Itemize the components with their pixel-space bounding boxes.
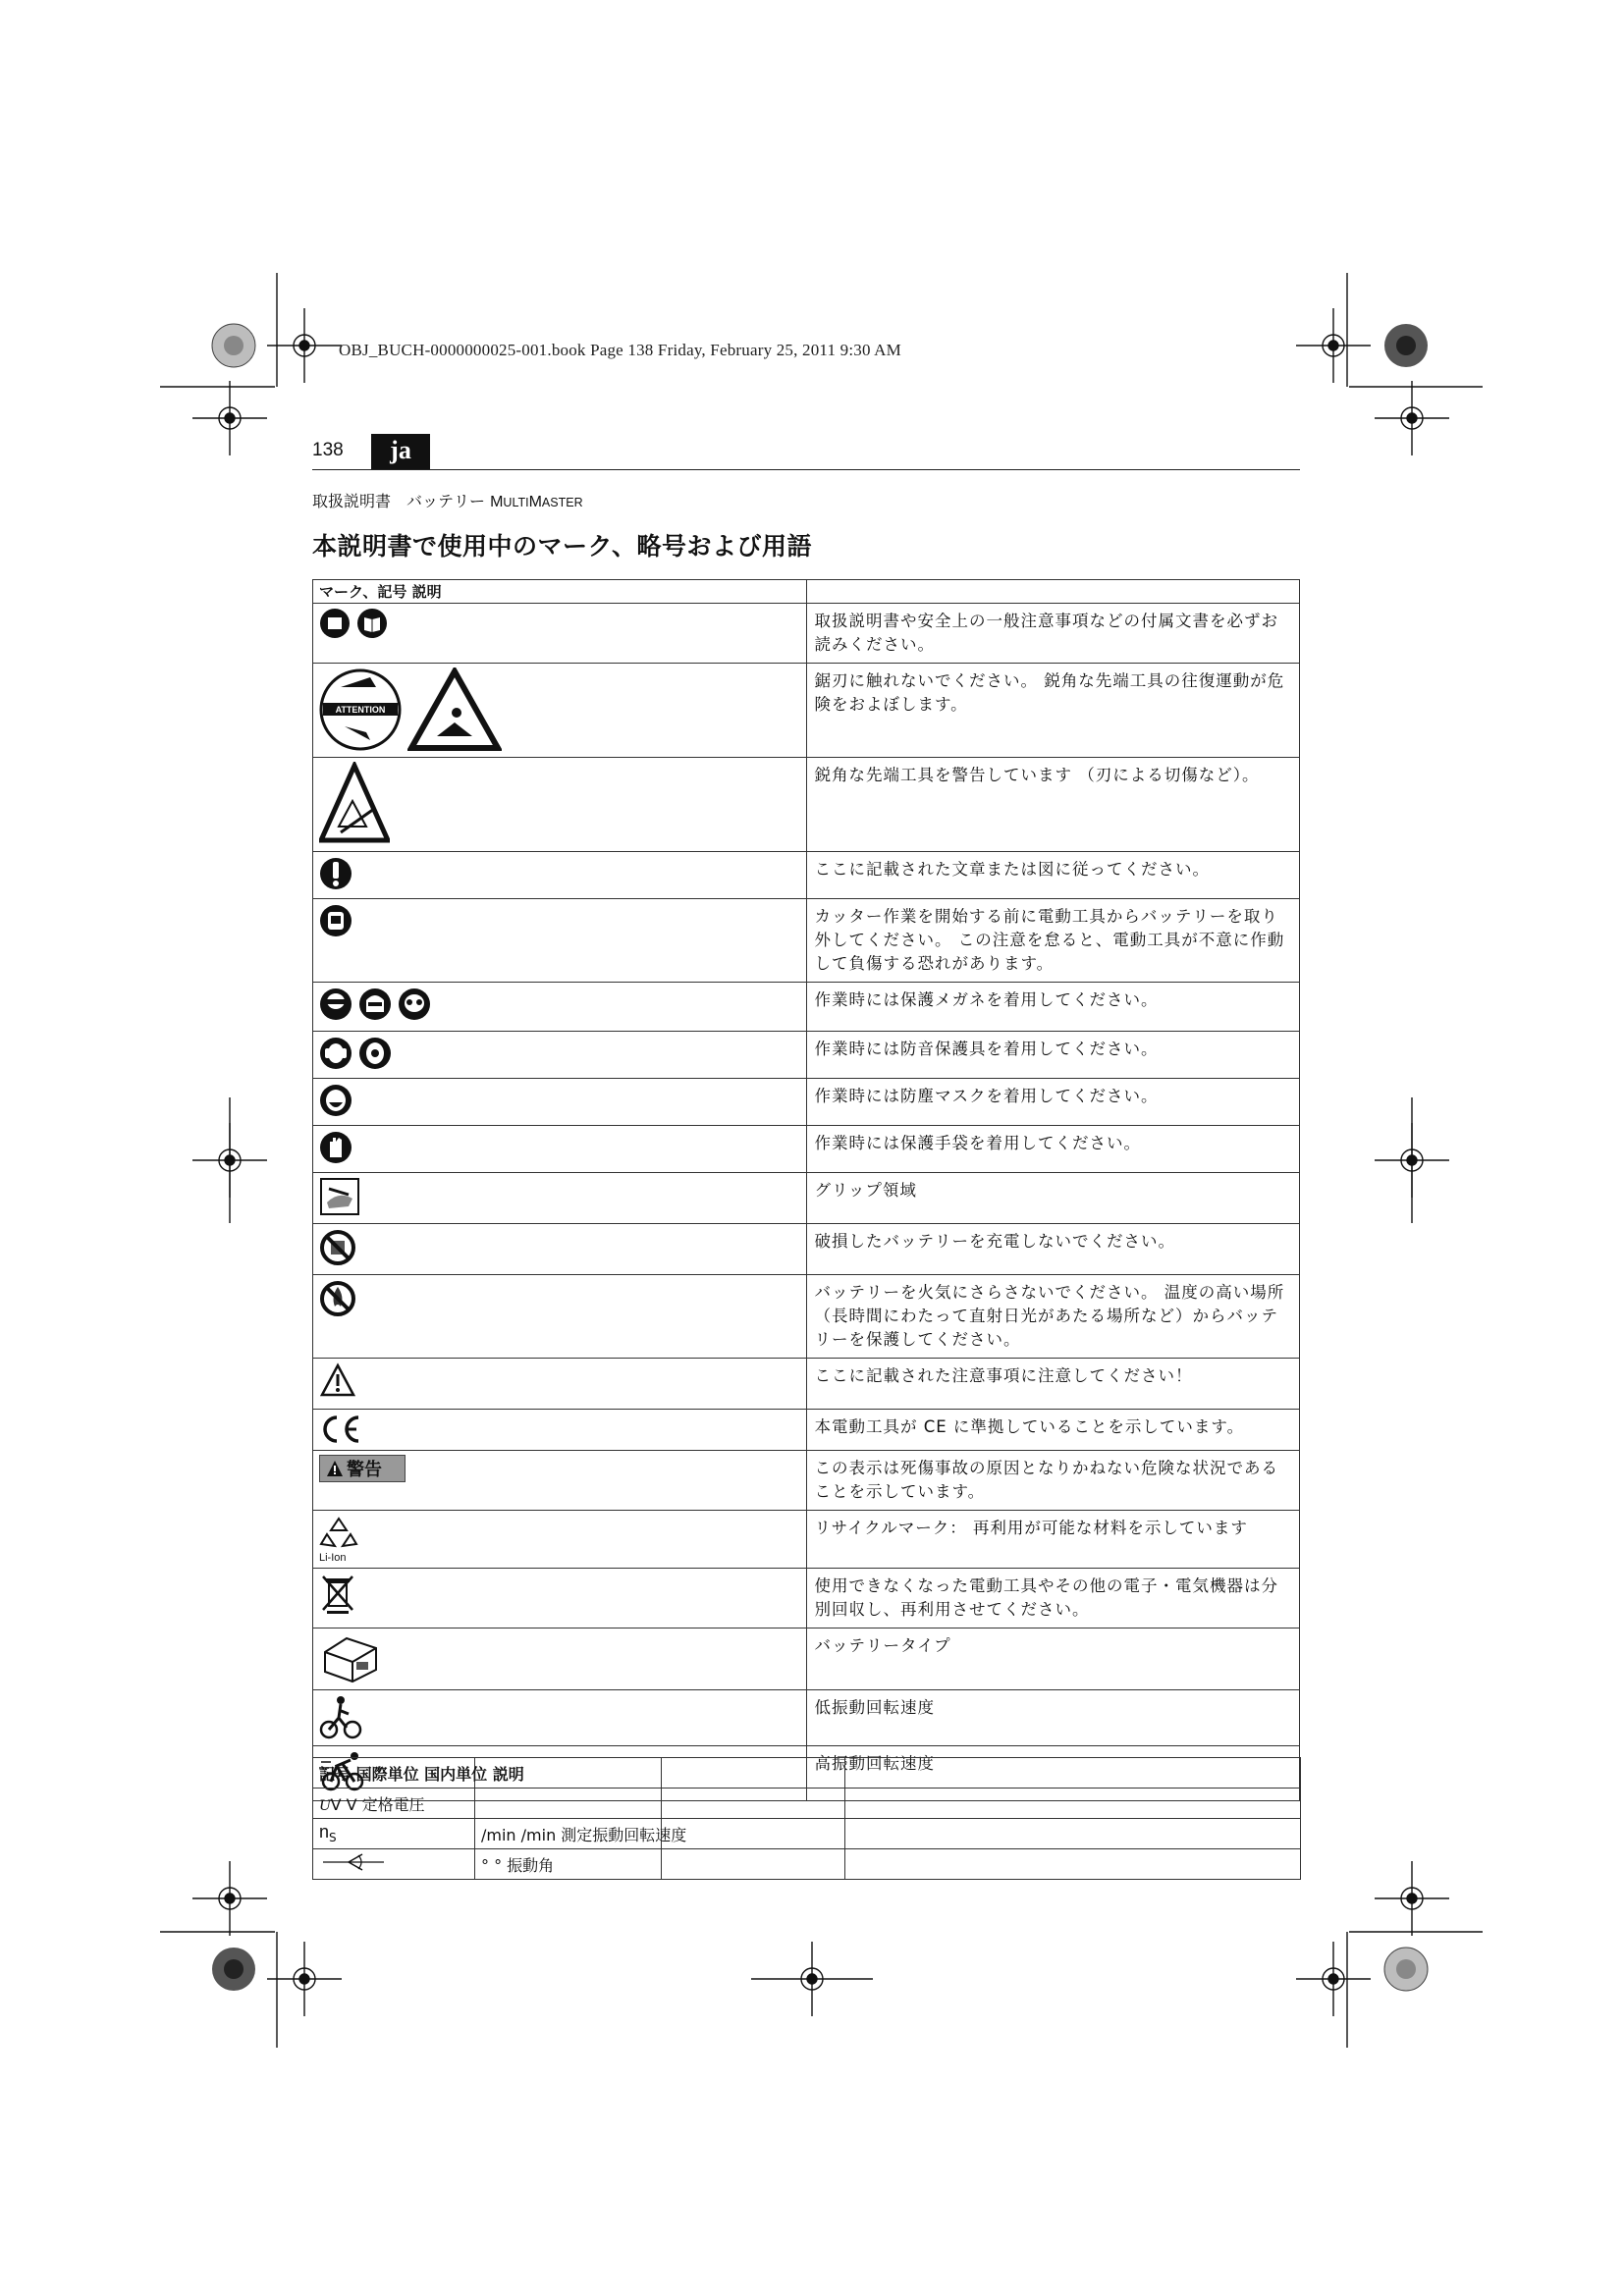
symbols-table-header xyxy=(313,580,1300,604)
units-table-header xyxy=(313,1758,1301,1789)
sharp-tool-warning-icon xyxy=(319,762,800,844)
row-text: カッター作業を開始する前に電動工具からバッテリーを取り外してください。 この注意を怠ると、電動工具が不意に作動して負傷する恐れがあります。 xyxy=(806,899,1300,983)
goggles-icons xyxy=(319,987,800,1022)
book-file-line: OBJ_BUCH-0000000025-001.book Page 138 Friday, February 25, 2011 9:30 AM xyxy=(339,341,901,359)
row-text: バッテリーを火気にさらさないでください。 温度の高い場所 （長時間にわたって直射日光があたる場所など）からバッテリーを保護してください。 xyxy=(806,1275,1300,1359)
ear-protection-icon xyxy=(358,1036,392,1071)
symbol-u: U xyxy=(319,1796,331,1814)
unit-rest: V V 定格電圧 xyxy=(330,1794,425,1814)
keikoku-label: 警告 xyxy=(347,1460,382,1480)
warning-triangle-small-icon xyxy=(326,1460,344,1477)
table-row xyxy=(313,1224,1300,1275)
read-manual-icon xyxy=(319,608,351,639)
keikoku-icon xyxy=(319,1455,406,1482)
table-row xyxy=(313,899,1300,983)
row-text: 作業時には保護メガネを着用してください。 xyxy=(806,983,1300,1032)
slow-cyclist-icon xyxy=(319,1694,362,1741)
no-charge-damaged-icon xyxy=(319,1228,356,1267)
table-row xyxy=(313,1359,1300,1410)
unit-rest: /min /min 測定振動回転速度 xyxy=(481,1825,687,1844)
units-table xyxy=(312,1757,1301,1880)
product-name: MULTIMASTER xyxy=(490,494,583,510)
row-text: グリップ領域 xyxy=(806,1173,1300,1224)
goggles-icon xyxy=(319,987,352,1022)
row-text: 高振動回転速度 xyxy=(806,1746,1300,1801)
table-row xyxy=(313,1789,1301,1819)
page-number: 138 xyxy=(312,440,344,460)
row-text: ここに記載された文章または図に従ってください。 xyxy=(806,852,1300,899)
table-row xyxy=(313,664,1300,758)
symbols-table xyxy=(312,579,1300,1801)
no-fire-icon xyxy=(319,1279,356,1318)
table-row xyxy=(313,852,1300,899)
running-header xyxy=(312,489,583,511)
row-text: 鋭角な先端工具を警告しています （刃による切傷など）。 xyxy=(806,758,1300,852)
table-row xyxy=(313,1819,1301,1849)
table-row xyxy=(313,1032,1300,1079)
symbol-n: n xyxy=(319,1822,330,1842)
table-row xyxy=(313,1173,1300,1224)
sharp-tool-triangle-icon xyxy=(319,762,390,844)
row-text: ここに記載された注意事項に注意してください！ xyxy=(806,1359,1300,1410)
dust-mask-icon xyxy=(319,1083,352,1118)
manual-label: 取扱説明書 バッテリー xyxy=(312,492,491,510)
cut-hazard-warning-icon xyxy=(407,667,502,752)
table-row xyxy=(313,1079,1300,1126)
header-cell: マーク、記号 説明 xyxy=(313,580,807,604)
row-text: 使用できなくなった電動工具やその他の電子・電気機器は分別回収し、再利用させてください。 xyxy=(806,1569,1300,1629)
table-row xyxy=(313,1451,1300,1511)
battery-type-icon xyxy=(319,1632,380,1685)
remove-battery-icon xyxy=(319,903,352,938)
table-row xyxy=(313,1849,1301,1880)
gloves-icon xyxy=(319,1130,352,1165)
ear-protection-icons xyxy=(319,1036,800,1071)
row-text: バッテリータイプ xyxy=(806,1629,1300,1690)
row-text: 取扱説明書や安全上の一般注意事項などの付属文書を必ずお読みください。 xyxy=(806,604,1300,664)
header-cell-empty xyxy=(806,580,1300,604)
row-text: 破損したバッテリーを充電しないでください。 xyxy=(806,1224,1300,1275)
header-rule xyxy=(312,469,1300,470)
grip-area-icon xyxy=(319,1177,360,1216)
ear-muffs-icon xyxy=(319,1036,352,1071)
ce-mark-icon xyxy=(319,1414,364,1445)
row-text: 作業時には防音保護具を着用してください。 xyxy=(806,1032,1300,1079)
row-text: 作業時には保護手袋を着用してください。 xyxy=(806,1126,1300,1173)
row-text: 作業時には防塵マスクを着用してください。 xyxy=(806,1079,1300,1126)
table-row xyxy=(313,1569,1300,1629)
attention-blade-icons xyxy=(319,667,800,752)
recycle-icon xyxy=(319,1515,358,1548)
table-row xyxy=(313,758,1300,852)
table-row xyxy=(313,983,1300,1032)
section-title: 本説明書で使用中のマーク、略号および用語 xyxy=(312,532,813,561)
symbol-n-sub: S xyxy=(329,1831,337,1845)
table-row xyxy=(313,1275,1300,1359)
row-text: この表示は死傷事故の原因となりかねない危険な状況であることを示しています。 xyxy=(806,1451,1300,1511)
row-text: リサイクルマーク： 再利用が可能な材料を示しています xyxy=(806,1511,1300,1569)
row-text: 低振動回転速度 xyxy=(806,1690,1300,1746)
li-ion-label: Li-Ion xyxy=(319,1552,347,1564)
language-tab: ja xyxy=(371,434,430,469)
recycle-li-ion-icon xyxy=(319,1515,362,1564)
book-icon xyxy=(356,608,388,639)
table-row xyxy=(313,1690,1300,1746)
table-row xyxy=(313,1511,1300,1569)
attention-blade-icon xyxy=(319,667,402,752)
weee-bin-icon xyxy=(319,1573,356,1616)
face-shield-icon xyxy=(358,987,392,1022)
svg-text:ATTENTION: ATTENTION xyxy=(335,705,386,715)
table-row xyxy=(313,1410,1300,1451)
warning-triangle-icon xyxy=(319,1362,356,1398)
unit-rest: ° ° 振動角 xyxy=(481,1855,555,1875)
table-row xyxy=(313,1126,1300,1173)
table-row xyxy=(313,1629,1300,1690)
read-manual-icons xyxy=(319,608,800,639)
exclamation-icon xyxy=(319,856,352,891)
safety-glasses-icon xyxy=(398,987,431,1022)
table-row xyxy=(313,604,1300,664)
oscillation-angle-icon xyxy=(319,1851,388,1873)
row-text: 本電動工具が CE に準拠していることを示しています。 xyxy=(806,1410,1300,1451)
row-text: 鋸刃に触れないでください。 鋭角な先端工具の往復運動が危険をおよぼします。 xyxy=(806,664,1300,758)
units-header: 記号 国際単位 国内単位 説明 xyxy=(313,1758,475,1789)
